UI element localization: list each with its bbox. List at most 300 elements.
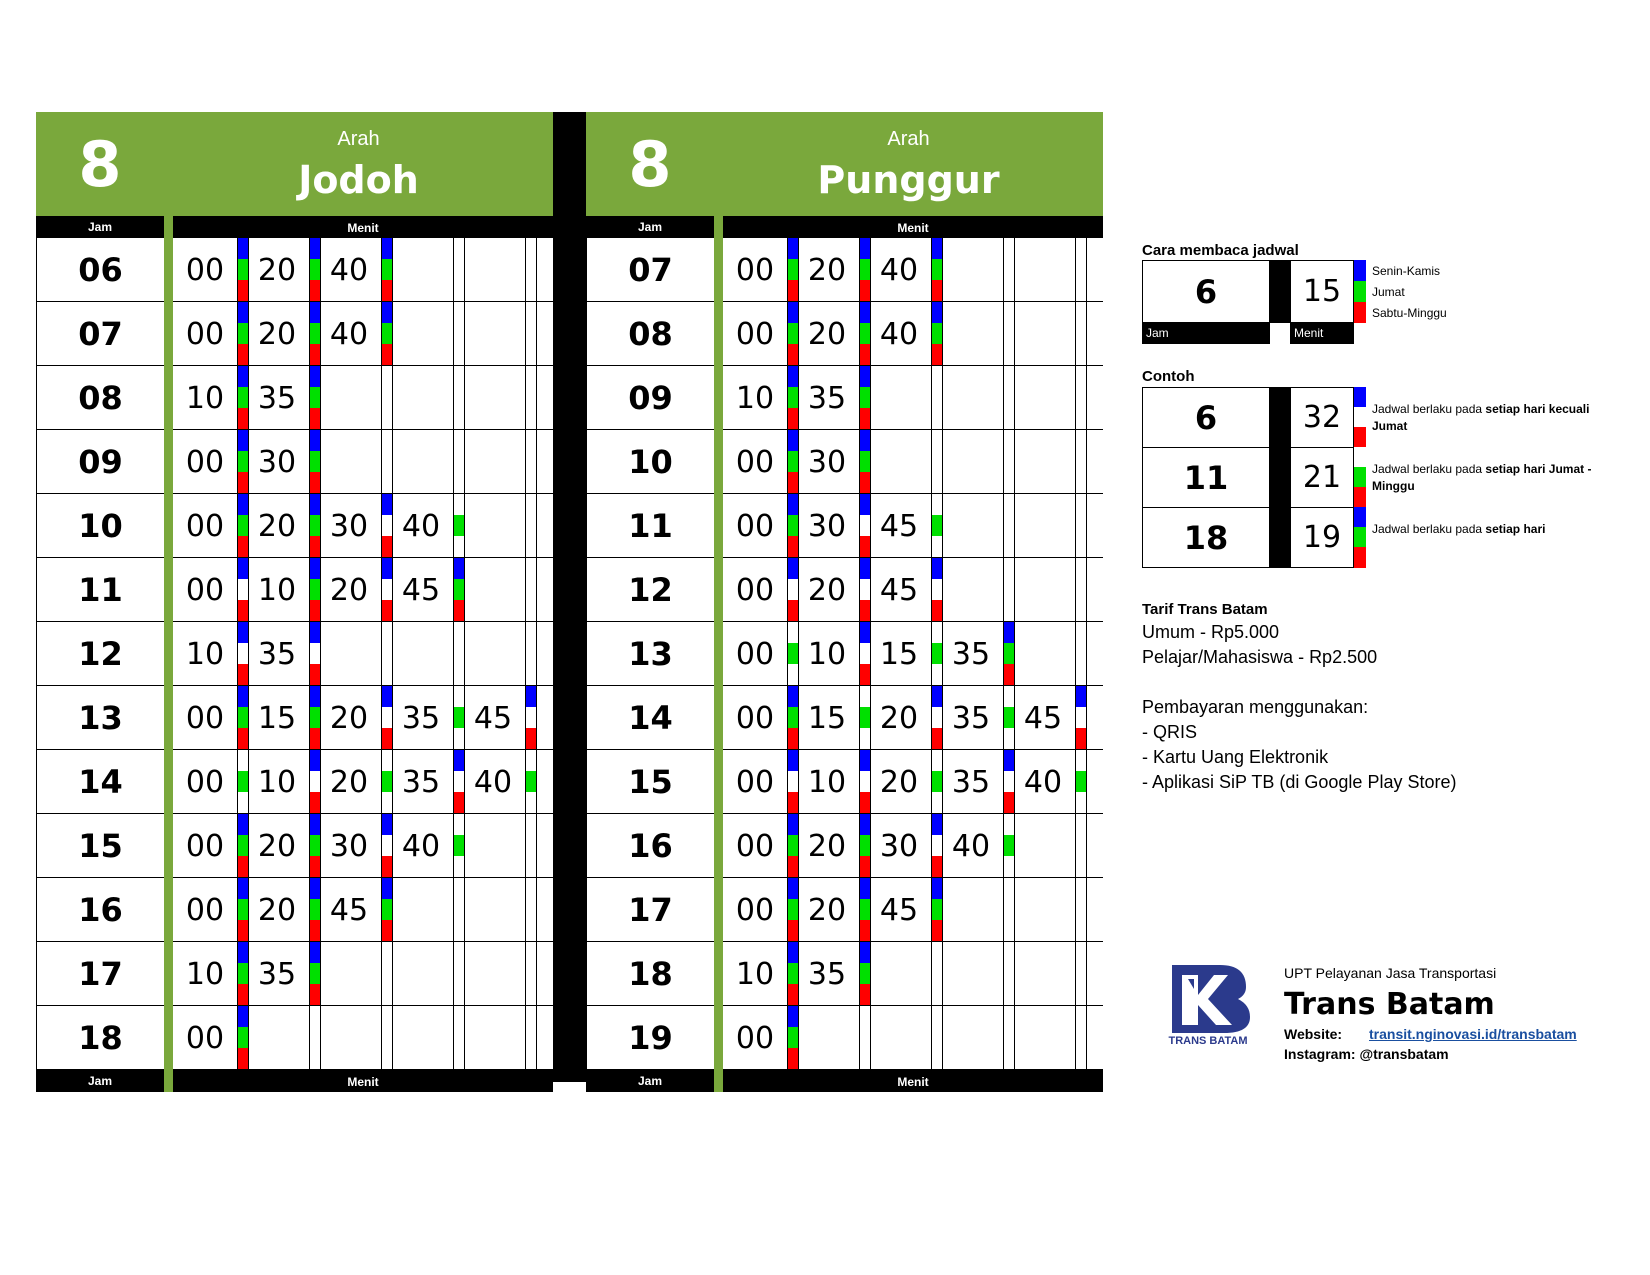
minute-value: 30 xyxy=(329,829,369,864)
hour-cell: 13 xyxy=(36,686,164,749)
minute-value: 40 xyxy=(879,317,919,352)
day-indicator-cell xyxy=(1076,366,1086,387)
minute-value: 40 xyxy=(1023,765,1063,800)
minute-slot xyxy=(173,622,249,685)
legend-jam-label: Jam xyxy=(1146,326,1169,340)
hour-cell: 09 xyxy=(586,366,714,429)
day-indicator-cell xyxy=(1076,1006,1086,1027)
day-indicator-cell xyxy=(1076,302,1086,323)
day-indicator xyxy=(1075,622,1087,685)
minute-value: 00 xyxy=(185,445,225,480)
minute-value xyxy=(389,366,453,429)
example-minute: 19 xyxy=(1290,507,1354,568)
minute-value: 00 xyxy=(735,509,775,544)
minute-value: 30 xyxy=(807,509,847,544)
minute-slot xyxy=(1011,558,1087,621)
minute-value: 00 xyxy=(735,317,775,352)
minute-value: 35 xyxy=(951,637,991,672)
hour-cell: 08 xyxy=(36,366,164,429)
schedule-row xyxy=(586,814,1103,878)
minute-slot xyxy=(389,686,465,749)
day-indicator-cell xyxy=(526,344,536,365)
minute-slot xyxy=(795,750,871,813)
hour-cell: 15 xyxy=(36,814,164,877)
day-indicator-cell xyxy=(526,366,536,387)
minute-slot xyxy=(317,878,393,941)
minute-value xyxy=(939,1006,1003,1069)
tariff-section xyxy=(1142,600,1456,795)
minute-slot xyxy=(245,430,321,493)
minute-slot xyxy=(173,494,249,557)
examples-title: Contoh xyxy=(1142,368,1195,385)
schedule-panel-jodoh xyxy=(36,112,553,1092)
schedule-row xyxy=(36,494,553,558)
day-indicator-cell xyxy=(1076,856,1086,877)
minute-value: 30 xyxy=(879,829,919,864)
schedule-row xyxy=(586,430,1103,494)
example-hour: 11 xyxy=(1142,447,1270,508)
minute-slot xyxy=(867,878,943,941)
hour-cell: 18 xyxy=(586,942,714,1005)
day-indicator xyxy=(525,622,537,685)
minute-value: 00 xyxy=(185,253,225,288)
minute-slot xyxy=(317,238,393,301)
day-indicator-cell xyxy=(526,622,536,643)
day-indicator xyxy=(1075,814,1087,877)
day-indicator-cell xyxy=(1076,920,1086,941)
minute-value xyxy=(1011,942,1075,1005)
day-indicator xyxy=(525,430,537,493)
minute-value xyxy=(1011,494,1075,557)
day-indicator xyxy=(525,366,537,429)
hour-cell: 14 xyxy=(36,750,164,813)
hour-cell: 13 xyxy=(586,622,714,685)
day-indicator-cell xyxy=(1076,622,1086,643)
minute-value: 00 xyxy=(735,701,775,736)
minute-slot xyxy=(939,430,1015,493)
minute-value: 00 xyxy=(735,445,775,480)
day-indicator-cell xyxy=(526,451,536,472)
minute-value: 10 xyxy=(185,637,225,672)
minute-slot xyxy=(867,558,943,621)
schedule-row xyxy=(586,238,1103,302)
minute-value xyxy=(1011,366,1075,429)
minute-value: 35 xyxy=(257,957,297,992)
minute-value: 10 xyxy=(807,637,847,672)
route-number: 8 xyxy=(78,127,122,201)
day-indicator-cell xyxy=(1076,1027,1086,1048)
minute-slot xyxy=(461,1006,537,1069)
org-name: Trans Batam xyxy=(1284,987,1495,1022)
column-labels-top xyxy=(586,216,1103,238)
day-indicator-cell xyxy=(526,558,536,579)
minute-slot xyxy=(317,1006,393,1069)
minute-value: 20 xyxy=(329,765,369,800)
minute-value: 40 xyxy=(329,317,369,352)
day-indicator-cell xyxy=(526,814,536,835)
minute-slot xyxy=(723,558,799,621)
day-indicator xyxy=(525,750,537,813)
minute-slot xyxy=(389,1006,465,1069)
hour-cell: 09 xyxy=(36,430,164,493)
day-indicator-cell xyxy=(526,963,536,984)
day-indicator-cell xyxy=(526,1027,536,1048)
minute-slot xyxy=(939,494,1015,557)
minute-slot xyxy=(173,686,249,749)
minute-slot xyxy=(939,1006,1015,1069)
route-number: 8 xyxy=(628,127,672,201)
schedule-row xyxy=(36,238,553,302)
hour-cell: 12 xyxy=(586,558,714,621)
schedule-rows xyxy=(36,238,553,1070)
minute-value: 15 xyxy=(879,637,919,672)
minute-value xyxy=(461,366,525,429)
hour-cell: 06 xyxy=(36,238,164,301)
minute-slot xyxy=(939,558,1015,621)
minute-value xyxy=(317,430,381,493)
minute-value: 40 xyxy=(401,829,441,864)
minute-value: 35 xyxy=(951,701,991,736)
minute-slot xyxy=(795,942,871,1005)
minute-slot xyxy=(245,494,321,557)
minute-value xyxy=(867,366,931,429)
minute-value xyxy=(461,878,525,941)
schedule-row xyxy=(586,558,1103,622)
schedule-row xyxy=(36,686,553,750)
minute-value: 00 xyxy=(735,253,775,288)
minute-slot xyxy=(245,302,321,365)
day-indicator-cell xyxy=(526,707,536,728)
minute-slot xyxy=(173,878,249,941)
day-indicator xyxy=(525,878,537,941)
minute-slot xyxy=(317,942,393,1005)
example-item xyxy=(1142,387,1612,447)
website-label: Website: xyxy=(1284,1026,1343,1042)
minute-slot xyxy=(317,430,393,493)
day-indicator-cell xyxy=(526,408,536,429)
minute-slot xyxy=(317,558,393,621)
minute-value: 40 xyxy=(879,253,919,288)
tariff-pelajar: Pelajar/Mahasiswa - Rp2.500 xyxy=(1142,647,1378,667)
schedule-row xyxy=(36,750,553,814)
minute-slot xyxy=(461,366,537,429)
website-link[interactable]: transit.nginovasi.id/transbatam xyxy=(1369,1026,1577,1042)
minute-slot xyxy=(389,366,465,429)
column-labels-bottom xyxy=(36,1070,553,1092)
minute-slot xyxy=(1011,366,1087,429)
minute-value xyxy=(867,1006,931,1069)
minute-slot xyxy=(1011,750,1087,813)
minute-value xyxy=(389,1006,453,1069)
minute-value: 00 xyxy=(185,317,225,352)
minute-slot xyxy=(723,942,799,1005)
hour-cell: 07 xyxy=(586,238,714,301)
instagram-label: Instagram: xyxy=(1284,1046,1356,1062)
day-indicator-cell xyxy=(1076,323,1086,344)
hour-cell: 11 xyxy=(36,558,164,621)
day-indicator xyxy=(525,1006,537,1069)
minute-value xyxy=(1011,558,1075,621)
minute-value xyxy=(317,366,381,429)
minute-slot xyxy=(389,238,465,301)
org-info xyxy=(1284,965,1624,1062)
day-indicator-cell xyxy=(1076,984,1086,1005)
minute-value xyxy=(461,238,525,301)
day-indicator-cell xyxy=(1076,579,1086,600)
minute-slot xyxy=(1011,494,1087,557)
minute-slot xyxy=(867,494,943,557)
minute-slot xyxy=(723,430,799,493)
minute-value: 15 xyxy=(807,701,847,736)
minute-slot xyxy=(939,686,1015,749)
minute-value xyxy=(939,238,1003,301)
day-indicator xyxy=(1075,430,1087,493)
minute-value: 30 xyxy=(257,445,297,480)
schedule-rows xyxy=(586,238,1103,1070)
minute-slot xyxy=(795,238,871,301)
minute-slot xyxy=(461,942,537,1005)
minute-value: 00 xyxy=(735,893,775,928)
minute-slot xyxy=(1011,814,1087,877)
minute-slot xyxy=(867,302,943,365)
day-indicator-cell xyxy=(526,984,536,1005)
minute-value: 20 xyxy=(257,509,297,544)
legend-section xyxy=(1142,242,1602,347)
minute-value: 10 xyxy=(735,957,775,992)
panel-separator xyxy=(553,112,586,1082)
minute-slot xyxy=(723,750,799,813)
minute-value: 45 xyxy=(473,701,513,736)
schedule-row xyxy=(586,1006,1103,1070)
minute-value: 15 xyxy=(257,701,297,736)
destination-name: Jodoh xyxy=(298,158,419,202)
minute-slot xyxy=(389,814,465,877)
minute-slot xyxy=(245,238,321,301)
minute-slot xyxy=(795,1006,871,1069)
minute-value: 00 xyxy=(185,893,225,928)
minute-slot xyxy=(795,878,871,941)
day-indicator-cell xyxy=(526,430,536,451)
hour-cell: 11 xyxy=(586,494,714,557)
minute-slot xyxy=(867,686,943,749)
minute-value: 20 xyxy=(329,701,369,736)
day-indicator xyxy=(1075,686,1087,749)
minute-slot xyxy=(389,494,465,557)
minute-value: 20 xyxy=(807,317,847,352)
day-indicator-cell xyxy=(526,878,536,899)
menit-label: Menit xyxy=(897,1075,929,1089)
hour-cell: 07 xyxy=(36,302,164,365)
legend-menit-label: Menit xyxy=(1294,326,1324,340)
jam-label: Jam xyxy=(637,220,663,234)
schedule-row xyxy=(36,430,553,494)
minute-value: 00 xyxy=(185,509,225,544)
minute-value xyxy=(939,942,1003,1005)
day-indicator-cell xyxy=(1076,728,1086,749)
day-indicator xyxy=(1075,366,1087,429)
minute-slot xyxy=(173,430,249,493)
minute-slot xyxy=(173,750,249,813)
minute-value: 10 xyxy=(185,957,225,992)
minute-slot xyxy=(245,622,321,685)
day-indicator-cell xyxy=(1076,942,1086,963)
day-indicator xyxy=(1075,878,1087,941)
example-item xyxy=(1142,507,1612,567)
minute-value: 45 xyxy=(329,893,369,928)
minute-value xyxy=(867,942,931,1005)
minute-value: 30 xyxy=(329,509,369,544)
schedule-row xyxy=(36,366,553,430)
day-indicator-cell xyxy=(1076,899,1086,920)
minute-value: 20 xyxy=(807,253,847,288)
direction-label: Arah xyxy=(337,128,380,150)
minute-slot xyxy=(461,878,537,941)
day-indicator xyxy=(525,558,537,621)
minute-slot xyxy=(317,750,393,813)
minute-value: 00 xyxy=(185,1021,225,1056)
minute-slot xyxy=(389,942,465,1005)
hour-cell: 16 xyxy=(36,878,164,941)
day-indicator-cell xyxy=(1076,344,1086,365)
minute-slot xyxy=(461,558,537,621)
day-indicator-cell xyxy=(1076,835,1086,856)
day-indicator-cell xyxy=(1076,814,1086,835)
minute-slot xyxy=(245,686,321,749)
schedule-row xyxy=(36,942,553,1006)
legend-green-label: Jumat xyxy=(1372,285,1405,299)
day-indicator-cell xyxy=(526,302,536,323)
day-indicator-cell xyxy=(1076,792,1086,813)
day-indicator-cell xyxy=(1076,600,1086,621)
minute-value xyxy=(461,1006,525,1069)
day-indicator-cell xyxy=(526,259,536,280)
trans-batam-logo-icon xyxy=(1158,965,1258,1033)
minute-slot xyxy=(1011,302,1087,365)
minute-value: 45 xyxy=(879,573,919,608)
minute-slot xyxy=(939,814,1015,877)
minute-slot xyxy=(317,814,393,877)
schedule-row xyxy=(586,302,1103,366)
minute-value: 10 xyxy=(257,573,297,608)
minute-value: 20 xyxy=(257,893,297,928)
minute-slot xyxy=(245,1006,321,1069)
day-indicator-cell xyxy=(526,856,536,877)
minute-value xyxy=(939,366,1003,429)
minute-slot xyxy=(317,686,393,749)
tariff-umum: Umum - Rp5.000 xyxy=(1142,622,1280,642)
minute-value xyxy=(795,1006,859,1069)
minute-slot xyxy=(939,302,1015,365)
hour-cell: 10 xyxy=(36,494,164,557)
minute-slot xyxy=(317,366,393,429)
examples-section xyxy=(1142,368,1612,578)
minute-slot xyxy=(1011,430,1087,493)
day-indicator-cell xyxy=(526,600,536,621)
jam-label: Jam xyxy=(87,1074,113,1088)
minute-slot xyxy=(795,430,871,493)
minute-slot xyxy=(245,814,321,877)
minute-slot xyxy=(389,558,465,621)
minute-value xyxy=(1011,302,1075,365)
minute-slot xyxy=(1011,622,1087,685)
day-indicator-cell xyxy=(1076,408,1086,429)
legend-hour-box: 6 xyxy=(1142,260,1270,323)
minute-value: 35 xyxy=(257,381,297,416)
day-indicator-cell xyxy=(526,1006,536,1027)
minute-slot xyxy=(795,622,871,685)
minute-slot xyxy=(461,302,537,365)
minute-slot xyxy=(939,238,1015,301)
schedule-row xyxy=(36,558,553,622)
panel-header xyxy=(586,112,1103,216)
minute-slot xyxy=(461,750,537,813)
hour-cell: 14 xyxy=(586,686,714,749)
minute-slot xyxy=(867,622,943,685)
minute-slot xyxy=(867,238,943,301)
day-indicator-cell xyxy=(526,643,536,664)
example-hour: 6 xyxy=(1142,387,1270,448)
minute-value xyxy=(1011,814,1075,877)
minute-value: 20 xyxy=(257,317,297,352)
day-indicator-cell xyxy=(1076,664,1086,685)
minute-slot xyxy=(723,878,799,941)
schedule-row xyxy=(586,494,1103,558)
org-subtitle: UPT Pelayanan Jasa Transportasi xyxy=(1284,965,1497,981)
minute-slot xyxy=(723,302,799,365)
legend-title: Cara membaca jadwal xyxy=(1142,242,1299,259)
day-indicator xyxy=(525,238,537,301)
minute-slot xyxy=(173,366,249,429)
minute-slot xyxy=(173,302,249,365)
day-indicator xyxy=(525,494,537,557)
schedule-row xyxy=(586,878,1103,942)
minute-value: 35 xyxy=(951,765,991,800)
day-indicator-cell xyxy=(526,728,536,749)
day-indicator-cell xyxy=(526,920,536,941)
hour-cell: 17 xyxy=(36,942,164,1005)
day-indicator-cell xyxy=(1076,451,1086,472)
minute-slot xyxy=(867,366,943,429)
minute-slot xyxy=(389,878,465,941)
payment-item: - Aplikasi SiP TB (di Google Play Store) xyxy=(1142,772,1457,792)
day-indicator-cell xyxy=(1076,963,1086,984)
day-indicator-cell xyxy=(526,771,536,792)
hour-cell: 16 xyxy=(586,814,714,877)
minute-value xyxy=(461,942,525,1005)
direction-label: Arah xyxy=(887,128,930,150)
minute-slot xyxy=(245,558,321,621)
minute-value: 00 xyxy=(185,765,225,800)
minute-slot xyxy=(1011,878,1087,941)
schedule-row xyxy=(586,622,1103,686)
day-indicator-cell xyxy=(1076,643,1086,664)
day-indicator-cell xyxy=(526,686,536,707)
day-indicator xyxy=(525,942,537,1005)
example-indicator xyxy=(1354,447,1366,508)
jam-label: Jam xyxy=(87,220,113,234)
minute-value: 35 xyxy=(807,381,847,416)
minute-value xyxy=(461,558,525,621)
minute-value: 45 xyxy=(879,509,919,544)
example-description: Jadwal berlaku pada setiap hari xyxy=(1372,522,1546,536)
minute-slot xyxy=(867,1006,943,1069)
minute-value xyxy=(389,942,453,1005)
legend-minute-box: 15 xyxy=(1290,260,1354,323)
hour-cell: 18 xyxy=(36,1006,164,1069)
payment-title: Pembayaran menggunakan: xyxy=(1142,697,1369,717)
minute-value: 40 xyxy=(401,509,441,544)
minute-value xyxy=(939,430,1003,493)
